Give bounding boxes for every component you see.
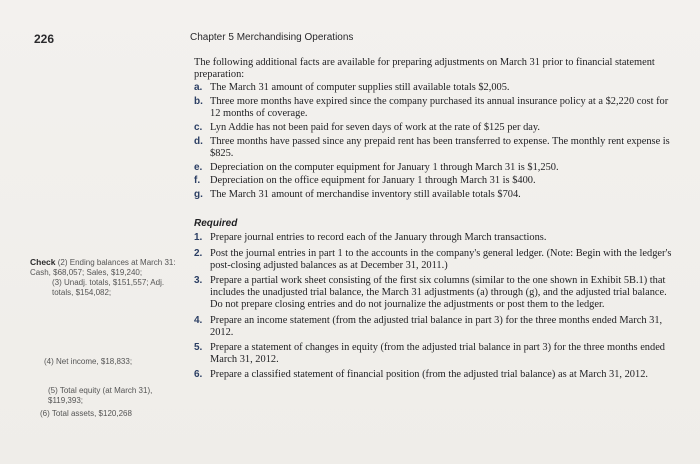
requirement-text: Prepare a partial work sheet consisting of the first six columns (similar to the one shown in Exhibit 5B.1) that includes the unadjusted trial balance, the March 31 adjustments (a) through (g), and the adjusted trial balance. Do not prepare closing entries and do not journalize the adjustments or post them to the ledger. bbox=[210, 275, 667, 311]
requirements-list bbox=[194, 232, 674, 381]
requirement-text: Prepare an income statement (from the adjusted trial balance in part 3) for the three months ended March 31, 2012. bbox=[210, 314, 663, 338]
fact-item bbox=[194, 122, 674, 134]
fact-label: b. bbox=[194, 96, 203, 108]
check-label: Check bbox=[30, 257, 56, 267]
requirement-item bbox=[194, 232, 674, 244]
fact-text: Depreciation on the office equipment for January 1 through March 31 is $400. bbox=[210, 175, 536, 187]
fact-item bbox=[194, 162, 674, 174]
requirement-label: 1. bbox=[194, 232, 203, 244]
fact-label: f. bbox=[194, 175, 201, 187]
fact-item bbox=[194, 96, 674, 120]
requirement-label: 6. bbox=[194, 369, 203, 381]
page-number: 226 bbox=[34, 32, 55, 46]
check-note-4: (4) Net income, $18,833; bbox=[44, 357, 133, 366]
fact-item bbox=[194, 189, 674, 201]
fact-label: c. bbox=[194, 122, 203, 134]
intro-paragraph: The following additional facts are available for preparing adjustments on March 31 prior to financial statement preparation: bbox=[194, 57, 655, 81]
facts-list bbox=[194, 82, 674, 201]
check-note-3: (3) Unadj. totals, $151,557; Adj. totals, $154,082; bbox=[52, 278, 165, 297]
check-note-2 bbox=[30, 257, 180, 278]
fact-text: Depreciation on the computer equipment for January 1 through March 31 is $1,250. bbox=[210, 161, 559, 173]
requirement-label: 2. bbox=[194, 247, 203, 259]
fact-text: Three months have passed since any prepaid rent has been transferred to expense. The monthly rent expense is $825. bbox=[210, 135, 670, 159]
check-note-5: (5) Total equity (at March 31), $119,393; bbox=[48, 386, 153, 405]
fact-item bbox=[194, 175, 674, 187]
problem-content bbox=[194, 57, 674, 385]
requirement-item bbox=[194, 369, 674, 381]
fact-text: Three more months have expired since the company purchased its annual insurance policy at a $2,220 cost for 12 months of coverage. bbox=[210, 96, 669, 120]
check-text: (2) Ending balances at March 31: Cash, $68,057; Sales, $19,240; bbox=[30, 258, 176, 277]
requirement-text: Prepare journal entries to record each of the January through March transactions. bbox=[210, 232, 547, 244]
requirement-text: Prepare a classified statement of financial position (from the adjusted trial balance) as at March 31, 2012. bbox=[210, 369, 648, 381]
fact-text: The March 31 amount of merchandise inventory still available totals $704. bbox=[210, 189, 521, 201]
fact-label: g. bbox=[194, 189, 203, 201]
fact-text: Lyn Addie has not been paid for seven days of work at the rate of $125 per day. bbox=[210, 122, 540, 134]
requirement-label: 4. bbox=[194, 314, 203, 326]
requirement-item bbox=[194, 315, 674, 339]
fact-label: a. bbox=[194, 82, 203, 94]
requirement-label: 3. bbox=[194, 275, 203, 287]
chapter-title: Chapter 5 Merchandising Operations bbox=[190, 32, 354, 43]
requirement-item bbox=[194, 248, 674, 272]
fact-label: e. bbox=[194, 161, 203, 173]
fact-text: The March 31 amount of computer supplies still available totals $2,005. bbox=[210, 82, 510, 94]
requirement-item bbox=[194, 275, 674, 312]
fact-item bbox=[194, 136, 674, 160]
requirement-text: Post the journal entries in part 1 to the accounts in the company's general ledger. (Note: Begin with the ledger's post-closing adjusted balances as at December 31, 2011.) bbox=[210, 247, 672, 271]
fact-label: d. bbox=[194, 135, 203, 147]
required-heading: Required bbox=[194, 218, 238, 230]
fact-item bbox=[194, 82, 674, 94]
requirement-label: 5. bbox=[194, 342, 203, 354]
requirement-item bbox=[194, 342, 674, 366]
requirement-text: Prepare a statement of changes in equity (from the adjusted trial balance in part 3) for the three months ended March 31, 2012. bbox=[210, 342, 666, 366]
check-note-6: (6) Total assets, $120,268 bbox=[40, 409, 132, 418]
